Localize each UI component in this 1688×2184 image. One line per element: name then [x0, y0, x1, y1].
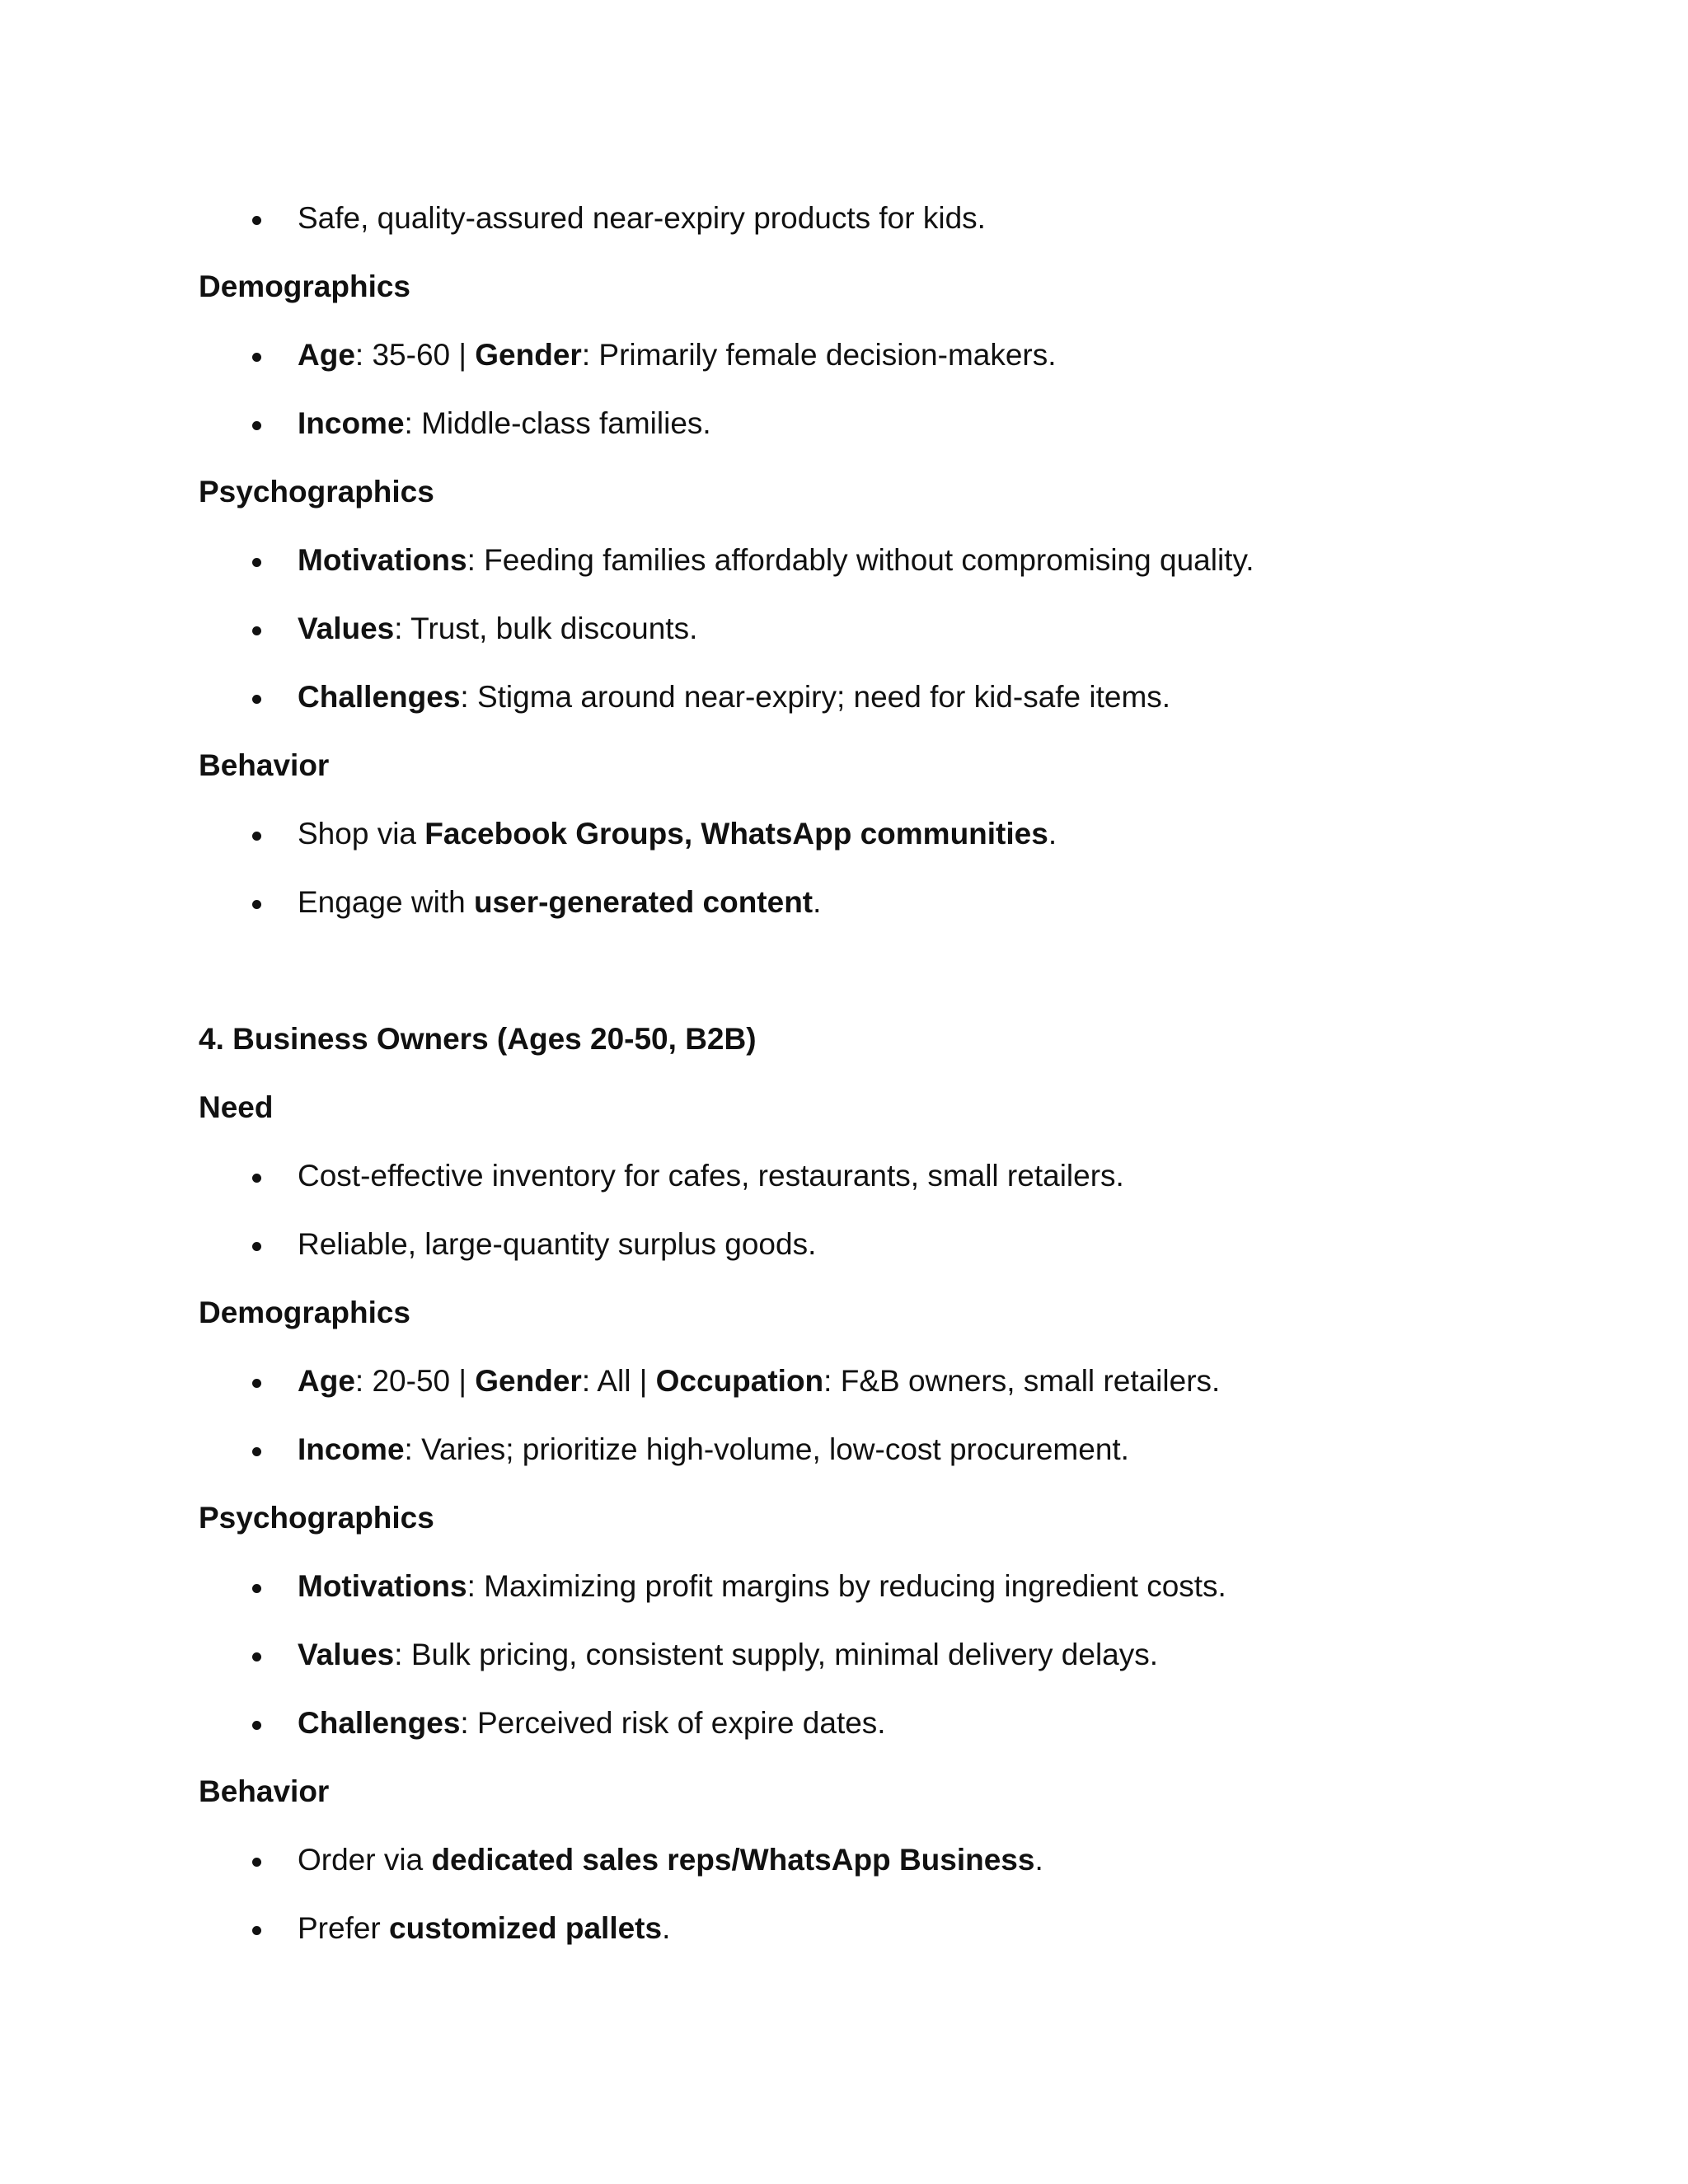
value-values: : Bulk pricing, consistent supply, minimal delivery delays.	[394, 1638, 1159, 1671]
text-pre: Order via	[298, 1843, 432, 1877]
value-motivations: : Maximizing profit margins by reducing ingredient costs.	[467, 1569, 1226, 1603]
value-age: : 20-50 |	[354, 1364, 476, 1398]
list-item-text: Cost-effective inventory for cafes, restaurants, small retailers.	[298, 1159, 1124, 1193]
value-gender: : All |	[581, 1364, 656, 1398]
list-item-income	[298, 405, 711, 442]
label-motivations: Motivations	[298, 1569, 467, 1603]
value-income: : Middle-class families.	[404, 406, 711, 440]
label-motivations: Motivations	[298, 543, 467, 577]
heading-demographics: Demographics	[199, 1296, 411, 1329]
heading-demographics: Demographics	[199, 269, 411, 303]
text-pre: Engage with	[298, 885, 474, 919]
list-item-text: Reliable, large-quantity surplus goods.	[298, 1227, 817, 1261]
label-age: Age	[298, 338, 355, 372]
label-occupation: Occupation	[655, 1364, 824, 1398]
text-post: .	[1048, 817, 1057, 851]
heading-behavior: Behavior	[199, 1774, 330, 1808]
list-item-age-gender-occupation	[298, 1363, 1220, 1399]
list-item-text: Safe, quality-assured near-expiry products for kids.	[298, 201, 986, 235]
list-item-behavior-engage	[298, 884, 821, 921]
list-item-challenges	[298, 679, 1170, 715]
list-item-behavior-shop	[298, 816, 1057, 852]
list-item-income	[298, 1432, 1129, 1468]
text-post: .	[813, 885, 822, 919]
list-item-behavior-prefer	[298, 1910, 670, 1947]
label-challenges: Challenges	[298, 1706, 461, 1740]
list-item-motivations	[298, 1568, 1226, 1605]
value-age: : 35-60 |	[354, 338, 476, 372]
label-gender: Gender	[475, 1364, 582, 1398]
value-values: : Trust, bulk discounts.	[394, 612, 698, 645]
label-income: Income	[298, 406, 405, 440]
value-gender: : Primarily female decision-makers.	[581, 338, 1057, 372]
label-age: Age	[298, 1364, 355, 1398]
text-bold: Facebook Groups, WhatsApp communities	[424, 817, 1048, 851]
label-income: Income	[298, 1432, 405, 1466]
list-item-values	[298, 1637, 1158, 1673]
label-values: Values	[298, 1638, 395, 1671]
value-income: : Varies; prioritize high-volume, low-cost procurement.	[404, 1432, 1129, 1466]
list-item-need-surplus	[298, 1226, 816, 1263]
label-gender: Gender	[475, 338, 582, 372]
text-bold: user-generated content	[473, 885, 814, 919]
text-bold: dedicated sales reps/WhatsApp Business	[431, 1843, 1035, 1877]
value-occupation: : F&B owners, small retailers.	[823, 1364, 1221, 1398]
heading-need: Need	[199, 1090, 274, 1124]
text-bold: customized pallets	[389, 1911, 663, 1945]
value-motivations: : Feeding families affordably without compromising quality.	[467, 543, 1254, 577]
list-item-motivations	[298, 542, 1254, 579]
list-item-challenges	[298, 1705, 886, 1741]
text-pre: Prefer	[298, 1911, 390, 1945]
value-challenges: : Perceived risk of expire dates.	[460, 1706, 886, 1740]
label-challenges: Challenges	[298, 680, 461, 714]
list-item-need-kids	[298, 200, 986, 237]
heading-psychographics: Psychographics	[199, 475, 434, 509]
value-challenges: : Stigma around near-expiry; need for kid-safe items.	[460, 680, 1171, 714]
text-post: .	[1034, 1843, 1043, 1877]
list-item-age-gender	[298, 337, 1057, 373]
heading-behavior: Behavior	[199, 748, 330, 782]
list-item-behavior-order	[298, 1842, 1043, 1878]
section-title-business-owners: 4. Business Owners (Ages 20-50, B2B)	[199, 1022, 757, 1056]
label-values: Values	[298, 612, 395, 645]
text-pre: Shop via	[298, 817, 425, 851]
text-post: .	[662, 1911, 671, 1945]
list-item-need-inventory	[298, 1158, 1124, 1194]
list-item-values	[298, 611, 697, 647]
heading-psychographics: Psychographics	[199, 1501, 434, 1535]
